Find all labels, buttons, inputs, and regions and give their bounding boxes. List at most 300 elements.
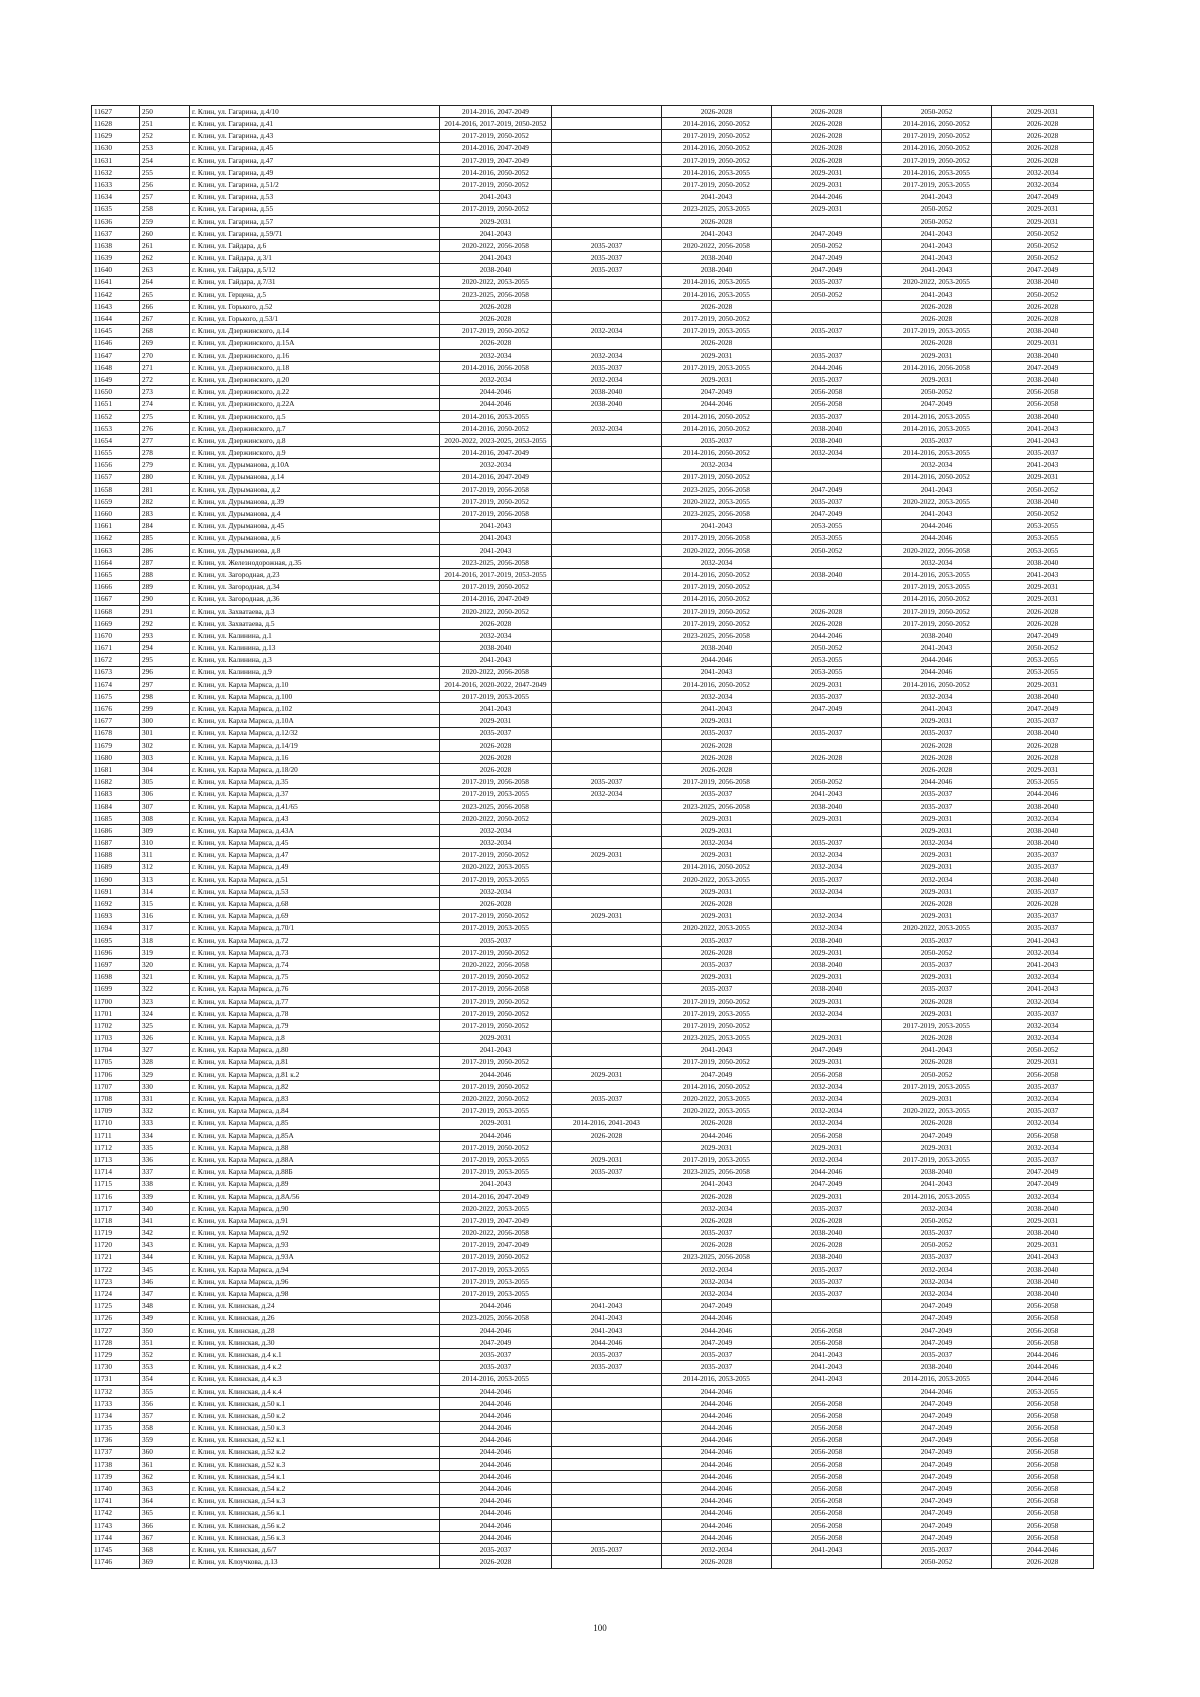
table-row	[92, 983, 1094, 995]
table-cell: 11647	[92, 349, 140, 361]
table-cell: 2044-2046	[992, 1349, 1094, 1361]
table-row	[92, 1300, 1094, 1312]
table-row	[92, 1276, 1094, 1288]
table-cell: 2020-2022, 2053-2055	[662, 1093, 772, 1105]
table-cell: г. Клин, ул. Дурыманова, д.4	[190, 508, 440, 520]
table-cell: 2047-2049	[772, 483, 882, 495]
table-cell: 2044-2046	[440, 1385, 552, 1397]
table-cell: 2014-2016, 2053-2055	[662, 166, 772, 178]
table-cell: г. Клин, ул. Дурыманова, д.10А	[190, 459, 440, 471]
table-cell: 2026-2028	[992, 313, 1094, 325]
table-cell: 11703	[92, 1032, 140, 1044]
table-cell: 11659	[92, 496, 140, 508]
table-cell: 2035-2037	[772, 349, 882, 361]
table-cell: 266	[140, 301, 190, 313]
table-cell: 2038-2040	[992, 1276, 1094, 1288]
table-cell: 2026-2028	[662, 301, 772, 313]
table-cell: 2044-2046	[662, 1495, 772, 1507]
table-cell: 11686	[92, 825, 140, 837]
table-cell: 2035-2037	[992, 1007, 1094, 1019]
table-cell: 2035-2037	[552, 1093, 662, 1105]
table-row	[92, 398, 1094, 410]
table-cell: 2041-2043	[882, 240, 992, 252]
table-cell: г. Клин, ул. Карла Маркса, д.41/65	[190, 800, 440, 812]
table-cell: 2026-2028	[772, 1215, 882, 1227]
table-cell: 2023-2025, 2056-2058	[440, 288, 552, 300]
table-cell: 11641	[92, 276, 140, 288]
table-cell: г. Клин, ул. Карла Маркса, д.37	[190, 788, 440, 800]
table-cell: 11726	[92, 1312, 140, 1324]
table-cell	[552, 1239, 662, 1251]
table-cell: 2038-2040	[992, 873, 1094, 885]
table-cell: 265	[140, 288, 190, 300]
table-cell: 334	[140, 1129, 190, 1141]
table-row	[92, 386, 1094, 398]
table-cell: г. Клин, ул. Клоучкова, д.13	[190, 1556, 440, 1568]
table-row	[92, 1324, 1094, 1336]
table-cell: г. Клин, ул. Карла Маркса, д.90	[190, 1202, 440, 1214]
table-row	[92, 1178, 1094, 1190]
table-cell: 11656	[92, 459, 140, 471]
table-row	[92, 142, 1094, 154]
table-cell: г. Клин, ул. Карла Маркса, д.43	[190, 812, 440, 824]
table-row	[92, 849, 1094, 861]
table-cell: 2026-2028	[662, 764, 772, 776]
table-row	[92, 1410, 1094, 1422]
table-row	[92, 1141, 1094, 1153]
table-cell: г. Клин, ул. Карла Маркса, д.68	[190, 898, 440, 910]
table-row	[92, 1483, 1094, 1495]
table-cell: 364	[140, 1495, 190, 1507]
table-cell: г. Клин, ул. Дзержинского, д.22А	[190, 398, 440, 410]
table-cell: г. Клин, ул. Гагарина, д.57	[190, 215, 440, 227]
table-row	[92, 240, 1094, 252]
table-cell: 2035-2037	[552, 1544, 662, 1556]
table-cell: г. Клин, ул. Гагарина, д.49	[190, 166, 440, 178]
table-cell: 2044-2046	[772, 1166, 882, 1178]
table-cell: 2044-2046	[882, 520, 992, 532]
table-cell: 2014-2016, 2050-2052	[662, 593, 772, 605]
table-cell: 2035-2037	[992, 447, 1094, 459]
table-cell: 338	[140, 1178, 190, 1190]
table-cell: г. Клин, ул. Гагарина, д.4/10	[190, 106, 440, 118]
table-cell: г. Клин, ул. Карла Маркса, д.92	[190, 1227, 440, 1239]
table-cell	[552, 581, 662, 593]
table-cell: 2047-2049	[882, 1471, 992, 1483]
table-cell: 11658	[92, 483, 140, 495]
table-cell: 2044-2046	[440, 1129, 552, 1141]
table-cell: 303	[140, 751, 190, 763]
table-cell: 2050-2052	[992, 642, 1094, 654]
table-cell	[772, 1556, 882, 1568]
table-cell: 2047-2049	[992, 264, 1094, 276]
table-cell: 2035-2037	[882, 1349, 992, 1361]
table-cell: 11629	[92, 130, 140, 142]
table-cell: 2050-2052	[882, 1239, 992, 1251]
table-cell: 2032-2034	[772, 861, 882, 873]
table-cell: г. Клин, ул. Дурыманова, д.8	[190, 544, 440, 556]
table-cell: 11719	[92, 1227, 140, 1239]
table-cell: 2023-2025, 2056-2058	[440, 1312, 552, 1324]
table-cell: 2020-2022, 2056-2058	[440, 1227, 552, 1239]
table-cell: г. Клин, ул. Карла Маркса, д.82	[190, 1081, 440, 1093]
table-cell	[552, 1263, 662, 1275]
table-row	[92, 325, 1094, 337]
table-cell: г. Клин, ул. Карла Маркса, д.47	[190, 849, 440, 861]
table-cell	[552, 751, 662, 763]
table-cell: 2044-2046	[662, 654, 772, 666]
table-cell: 11676	[92, 703, 140, 715]
table-cell: 355	[140, 1385, 190, 1397]
table-cell: г. Клин, ул. Карла Маркса, д.79	[190, 1020, 440, 1032]
table-cell: 2041-2043	[992, 934, 1094, 946]
table-cell: 2041-2043	[882, 642, 992, 654]
table-cell: 11733	[92, 1397, 140, 1409]
table-cell: г. Клин, ул. Карла Маркса, д.69	[190, 910, 440, 922]
table-cell	[552, 837, 662, 849]
table-cell: 354	[140, 1373, 190, 1385]
table-cell: 2017-2019, 2050-2052	[440, 1056, 552, 1068]
table-row	[92, 678, 1094, 690]
table-cell: 2029-2031	[772, 1190, 882, 1202]
table-cell: г. Клин, ул. Гагарина, д.45	[190, 142, 440, 154]
table-cell: 2035-2037	[992, 715, 1094, 727]
table-cell	[552, 1507, 662, 1519]
table-cell: 2047-2049	[662, 1068, 772, 1080]
table-cell: 2041-2043	[772, 1349, 882, 1361]
table-cell: 2056-2058	[992, 1495, 1094, 1507]
table-cell: 2044-2046	[662, 398, 772, 410]
table-cell: 11738	[92, 1458, 140, 1470]
table-cell: 318	[140, 934, 190, 946]
table-cell: 2029-2031	[772, 812, 882, 824]
table-cell: г. Клин, ул. Клинская, д.56 к.2	[190, 1519, 440, 1531]
table-cell: 2041-2043	[772, 1361, 882, 1373]
table-cell: 11702	[92, 1020, 140, 1032]
table-cell: 11746	[92, 1556, 140, 1568]
table-cell: г. Клин, ул. Дзержинского, д.8	[190, 435, 440, 447]
table-row	[92, 703, 1094, 715]
table-cell: 2014-2016, 2053-2055	[662, 276, 772, 288]
table-cell: г. Клин, ул. Гагарина, д.47	[190, 154, 440, 166]
table-cell: 2050-2052	[772, 642, 882, 654]
table-cell: г. Клин, ул. Дзержинского, д.15А	[190, 337, 440, 349]
table-cell: 2029-2031	[662, 849, 772, 861]
table-cell: 2014-2016, 2047-2049	[440, 142, 552, 154]
table-row	[92, 1032, 1094, 1044]
table-cell: 2026-2028	[552, 1129, 662, 1141]
table-cell: г. Клин, ул. Калинина, д.3	[190, 654, 440, 666]
table-cell: 289	[140, 581, 190, 593]
table-cell	[552, 654, 662, 666]
table-cell: 2041-2043	[882, 191, 992, 203]
table-cell: 2023-2025, 2056-2058	[662, 800, 772, 812]
table-cell: 2041-2043	[882, 227, 992, 239]
table-cell: 11744	[92, 1531, 140, 1543]
table-cell: 2029-2031	[772, 678, 882, 690]
table-cell: 11707	[92, 1081, 140, 1093]
table-row	[92, 1093, 1094, 1105]
table-cell: 11718	[92, 1215, 140, 1227]
table-cell	[552, 508, 662, 520]
table-cell: 2017-2019, 2053-2055	[882, 1154, 992, 1166]
table-cell: 2026-2028	[882, 337, 992, 349]
table-row	[92, 605, 1094, 617]
table-cell: 278	[140, 447, 190, 459]
table-cell: 2014-2016, 2053-2055	[882, 569, 992, 581]
table-cell	[552, 1288, 662, 1300]
table-cell: 2032-2034	[882, 556, 992, 568]
table-row	[92, 1507, 1094, 1519]
table-cell: г. Клин, ул. Клинская, д.54 к.2	[190, 1483, 440, 1495]
table-cell: 2032-2034	[662, 556, 772, 568]
table-cell: 2041-2043	[662, 227, 772, 239]
table-cell: 2029-2031	[992, 203, 1094, 215]
table-cell: 11722	[92, 1263, 140, 1275]
table-cell: 2035-2037	[552, 240, 662, 252]
table-cell	[552, 1215, 662, 1227]
table-row	[92, 435, 1094, 447]
table-cell: 287	[140, 556, 190, 568]
table-cell: г. Клин, ул. Карла Маркса, д.96	[190, 1276, 440, 1288]
table-cell: 2017-2019, 2053-2055	[440, 922, 552, 934]
table-cell: 2032-2034	[552, 349, 662, 361]
table-cell: 2041-2043	[552, 1300, 662, 1312]
table-cell: 256	[140, 179, 190, 191]
table-cell: 11724	[92, 1288, 140, 1300]
table-cell: г. Клин, ул. Карла Маркса, д.35	[190, 776, 440, 788]
table-cell: 2017-2019, 2050-2052	[440, 581, 552, 593]
table-cell: 2026-2028	[440, 751, 552, 763]
table-cell: 2044-2046	[662, 1483, 772, 1495]
table-row	[92, 1105, 1094, 1117]
table-cell: 322	[140, 983, 190, 995]
table-cell: 2047-2049	[772, 264, 882, 276]
table-cell: 2044-2046	[882, 1385, 992, 1397]
table-cell: г. Клин, ул. Клинская, д.52 к.2	[190, 1446, 440, 1458]
table-cell	[772, 898, 882, 910]
table-cell: 2029-2031	[772, 203, 882, 215]
table-cell: г. Клин, ул. Карла Маркса, д.91	[190, 1215, 440, 1227]
table-row	[92, 288, 1094, 300]
table-cell: г. Клин, ул. Карла Маркса, д.94	[190, 1263, 440, 1275]
table-cell	[552, 1276, 662, 1288]
table-cell: 11646	[92, 337, 140, 349]
table-cell: 343	[140, 1239, 190, 1251]
table-cell: 2053-2055	[992, 532, 1094, 544]
table-cell: 2014-2016, 2050-2052	[440, 166, 552, 178]
table-cell: 2032-2034	[992, 971, 1094, 983]
table-cell: 2056-2058	[992, 386, 1094, 398]
table-cell: 2035-2037	[772, 1202, 882, 1214]
table-cell: 2050-2052	[772, 240, 882, 252]
table-cell: 277	[140, 435, 190, 447]
table-cell: 2047-2049	[992, 361, 1094, 373]
table-cell: 2044-2046	[772, 361, 882, 373]
table-cell: 2035-2037	[992, 922, 1094, 934]
table-cell	[772, 1312, 882, 1324]
table-cell: г. Клин, ул. Дзержинского, д.16	[190, 349, 440, 361]
table-cell: 2014-2016, 2050-2052	[662, 142, 772, 154]
table-cell: 11662	[92, 532, 140, 544]
table-cell: 311	[140, 849, 190, 861]
table-cell: 11706	[92, 1068, 140, 1080]
table-cell: 310	[140, 837, 190, 849]
table-cell: 2038-2040	[772, 422, 882, 434]
table-cell: 2041-2043	[552, 1312, 662, 1324]
table-cell: г. Клин, ул. Гайдара, д.3/1	[190, 252, 440, 264]
table-cell	[772, 1385, 882, 1397]
table-row	[92, 130, 1094, 142]
table-cell: 2035-2037	[882, 1227, 992, 1239]
table-cell	[552, 544, 662, 556]
table-cell: 2017-2019, 2050-2052	[662, 471, 772, 483]
table-cell: г. Клин, ул. Клинская, д.52 к.3	[190, 1458, 440, 1470]
table-cell: г. Клин, ул. Карла Маркса, д.16	[190, 751, 440, 763]
table-cell: 340	[140, 1202, 190, 1214]
table-cell: 359	[140, 1434, 190, 1446]
table-cell: 2017-2019, 2050-2052	[440, 971, 552, 983]
table-cell: 2035-2037	[552, 361, 662, 373]
table-cell: 2041-2043	[882, 483, 992, 495]
table-cell: 2041-2043	[440, 252, 552, 264]
table-cell: 273	[140, 386, 190, 398]
table-row	[92, 264, 1094, 276]
table-cell: 2044-2046	[662, 1324, 772, 1336]
table-cell	[552, 1190, 662, 1202]
table-cell	[552, 642, 662, 654]
table-cell: 2056-2058	[992, 1446, 1094, 1458]
table-cell: 2017-2019, 2050-2052	[882, 605, 992, 617]
table-cell: 252	[140, 130, 190, 142]
table-cell	[552, 301, 662, 313]
table-cell: 2020-2022, 2053-2055	[440, 276, 552, 288]
table-cell: 2029-2031	[772, 971, 882, 983]
table-cell: 2038-2040	[992, 325, 1094, 337]
table-cell: 2056-2058	[772, 398, 882, 410]
table-cell: 2014-2016, 2053-2055	[662, 288, 772, 300]
table-cell: г. Клин, ул. Дурыманова, д.14	[190, 471, 440, 483]
table-row	[92, 873, 1094, 885]
table-cell: 283	[140, 508, 190, 520]
table-cell: 2032-2034	[992, 1093, 1094, 1105]
table-cell: 288	[140, 569, 190, 581]
table-cell: 2044-2046	[440, 1068, 552, 1080]
table-cell	[552, 288, 662, 300]
table-cell: 2017-2019, 2050-2052	[440, 130, 552, 142]
table-cell: 11714	[92, 1166, 140, 1178]
table-row	[92, 1081, 1094, 1093]
table-cell: 2041-2043	[882, 288, 992, 300]
table-row	[92, 1129, 1094, 1141]
table-cell: 254	[140, 154, 190, 166]
table-cell: г. Клин, ул. Загородная, д.34	[190, 581, 440, 593]
table-cell: 2017-2019, 2053-2055	[882, 581, 992, 593]
table-cell: 2047-2049	[882, 1531, 992, 1543]
table-cell: 2041-2043	[882, 1044, 992, 1056]
table-cell: 2035-2037	[992, 849, 1094, 861]
table-cell	[772, 764, 882, 776]
table-cell: 2050-2052	[882, 1068, 992, 1080]
table-cell: 2044-2046	[662, 1422, 772, 1434]
table-cell: 2017-2019, 2050-2052	[662, 1020, 772, 1032]
table-cell: 2038-2040	[552, 386, 662, 398]
table-cell	[552, 203, 662, 215]
table-cell: 11697	[92, 959, 140, 971]
table-cell: 2038-2040	[772, 569, 882, 581]
table-cell: 2026-2028	[772, 142, 882, 154]
table-cell: 316	[140, 910, 190, 922]
table-cell: г. Клин, ул. Дзержинского, д.18	[190, 361, 440, 373]
table-cell	[552, 1032, 662, 1044]
table-cell	[552, 605, 662, 617]
table-cell: 2047-2049	[882, 1458, 992, 1470]
table-cell: г. Клин, ул. Карла Маркса, д.51	[190, 873, 440, 885]
table-cell: 11639	[92, 252, 140, 264]
table-cell: 2029-2031	[992, 106, 1094, 118]
table-cell	[552, 739, 662, 751]
table-cell: г. Клин, ул. Карла Маркса, д.84	[190, 1105, 440, 1117]
table-cell: г. Клин, ул. Калинина, д.9	[190, 666, 440, 678]
table-cell	[552, 447, 662, 459]
table-cell: 2044-2046	[662, 1410, 772, 1422]
table-cell: г. Клин, ул. Клинская, д.4 к.4	[190, 1385, 440, 1397]
table-cell: 2032-2034	[882, 1276, 992, 1288]
table-cell: г. Клин, ул. Карла Маркса, д.88А	[190, 1154, 440, 1166]
table-row	[92, 1336, 1094, 1348]
table-cell: 11670	[92, 630, 140, 642]
table-cell: г. Клин, ул. Клинская, д.56 к.1	[190, 1507, 440, 1519]
table-cell: 261	[140, 240, 190, 252]
table-cell: 363	[140, 1483, 190, 1495]
table-cell	[552, 227, 662, 239]
table-cell: 2032-2034	[882, 459, 992, 471]
table-cell	[552, 556, 662, 568]
table-cell: 2026-2028	[772, 617, 882, 629]
table-cell	[552, 630, 662, 642]
table-cell: 2053-2055	[772, 520, 882, 532]
table-cell: 2047-2049	[772, 1178, 882, 1190]
table-cell: 301	[140, 727, 190, 739]
table-cell: 259	[140, 215, 190, 227]
table-cell: 2029-2031	[662, 1141, 772, 1153]
table-cell: 2032-2034	[992, 812, 1094, 824]
table-cell: 2029-2031	[882, 849, 992, 861]
table-cell: 2035-2037	[882, 435, 992, 447]
table-cell: 11683	[92, 788, 140, 800]
table-cell: 2014-2016, 2047-2049	[440, 106, 552, 118]
table-cell: 2050-2052	[992, 508, 1094, 520]
table-cell: 2044-2046	[440, 1300, 552, 1312]
table-cell: 2017-2019, 2050-2052	[662, 617, 772, 629]
table-cell: 2053-2055	[992, 520, 1094, 532]
table-cell: 2044-2046	[440, 1422, 552, 1434]
table-cell: 2029-2031	[440, 715, 552, 727]
table-cell: 2014-2016, 2050-2052	[882, 142, 992, 154]
table-cell: 2047-2049	[882, 1129, 992, 1141]
table-cell: 2050-2052	[992, 227, 1094, 239]
table-cell: 367	[140, 1531, 190, 1543]
table-cell: 339	[140, 1190, 190, 1202]
table-cell: 2035-2037	[552, 252, 662, 264]
table-row	[92, 800, 1094, 812]
table-cell	[552, 569, 662, 581]
table-cell: 2056-2058	[772, 1471, 882, 1483]
table-row	[92, 1154, 1094, 1166]
table-cell: 2044-2046	[992, 1373, 1094, 1385]
table-cell: г. Клин, ул. Дурыманова, д.6	[190, 532, 440, 544]
table-cell	[552, 1056, 662, 1068]
